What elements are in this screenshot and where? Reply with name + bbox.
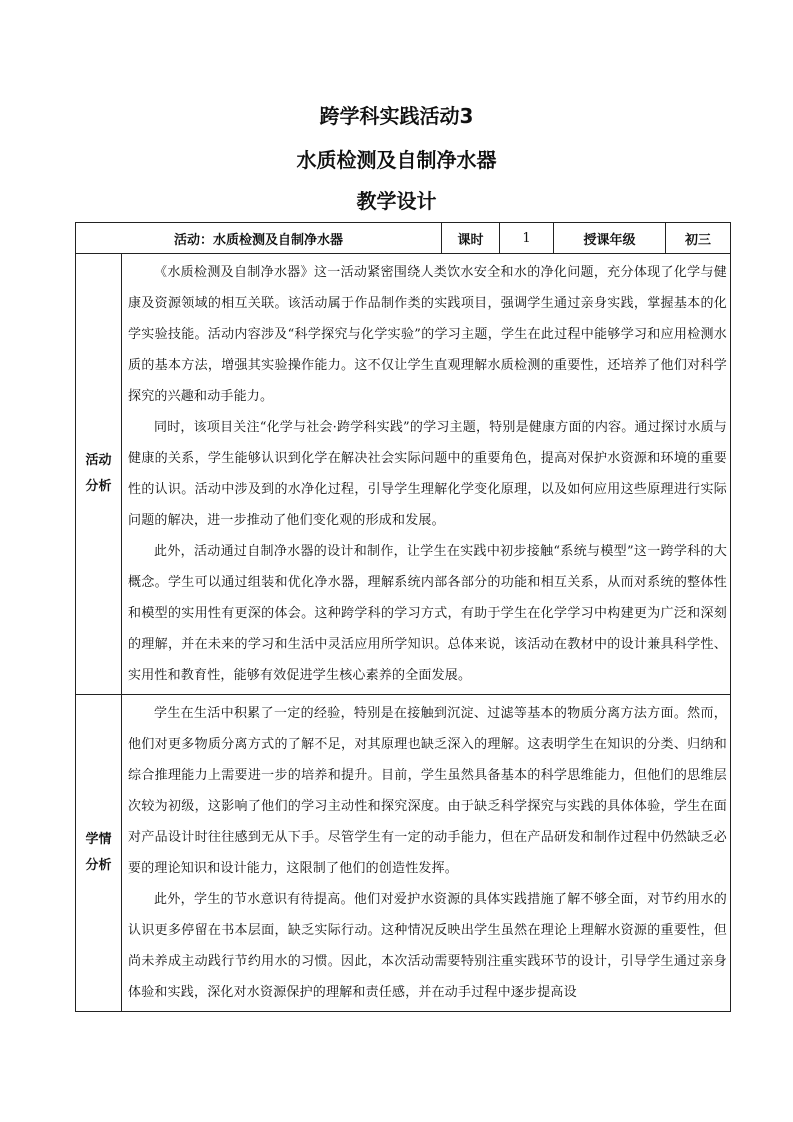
student-analysis-label bbox=[76, 695, 122, 1012]
document-title: 跨学科实践活动3 bbox=[319, 104, 474, 128]
paragraph: 此外，活动通过自制净水器的设计和制作，让学生在实践中初步接触“系统与模型”这一跨学科的大概念。学生可以通过组装和优化净水器，理解系统内部各部分的功能和相互关系，从而对系统的整体性和模型的实用性有更深的体会。这种跨学科的学习方式，有助于学生在化学学习中构建更为广泛和深刻的理解，并在未来的学习和生活中灵活应用所学知识。总体来说，该活动在教材中的设计兼具科学性、实用性和教育性，能够有效促进学生核心素养的全面发展。 bbox=[128, 544, 728, 683]
paragraph: 同时，该项目关注“化学与社会·跨学科实践”的学习主题，特别是健康方面的内容。通过探讨水质与健康的关系，学生能够认识到化学在解决社会实际问题中的重要角色，提高对保护水资源和环境的重要性的认识。活动中涉及到的水净化过程，引导学生理解化学变化原理，以及如何应用这些原理进行实际问题的解决，进一步推动了他们变化观的形成和发展。 bbox=[128, 420, 728, 528]
lesson-design-table bbox=[75, 222, 731, 1012]
document-heading: 教学设计 bbox=[356, 189, 437, 213]
paragraph: 学生在生活中积累了一定的经验，特别是在接触到沉淀、过滤等基本的物质分离方法方面。然而，他们对更多物质分离方式的了解不足，对其原理也缺乏深入的理解。这表明学生在知识的分类、归纳和综合推理能力上需要进一步的培养和提升。目前，学生虽然具备基本的科学思维能力，但他们的思维层次较为初级，这影响了他们的学习主动性和探究深度。由于缺乏科学探究与实践的具体体验，学生在面对产品设计时往往感到无从下手。尽管学生有一定的动手能力，但在产品研发和制作过程中仍然缺乏必要的理论知识和设计能力，这限制了他们的创造性发挥。 bbox=[128, 706, 728, 876]
header-row bbox=[76, 223, 731, 254]
paragraph: 此外，学生的节水意识有待提高。他们对爱护水资源的具体实践措施了解不够全面，对节约用水的认识更多停留在书本层面，缺乏实际行动。这种情况反映出学生虽然在理论上理解水资源的重要性，但尚未养成主动践行节约用水的习惯。因此，本次活动需要特别注重实践环节的设计，引导学生通过亲身体验和实践，深化对水资源保护的理解和责任感，并在动手过程中逐步提高设 bbox=[128, 892, 728, 1000]
activity-analysis-row bbox=[76, 254, 731, 695]
label-line: 学情 bbox=[85, 832, 112, 847]
grade-value-cell: 初三 bbox=[666, 223, 731, 254]
document-subtitle: 水质检测及自制净水器 bbox=[296, 148, 497, 172]
activity-name-cell: 活动：水质检测及自制净水器 bbox=[76, 223, 442, 254]
activity-analysis-content bbox=[122, 254, 731, 695]
student-analysis-row bbox=[76, 695, 731, 1012]
hours-value-cell: 1 bbox=[500, 223, 554, 254]
hours-label-cell: 课时 bbox=[442, 223, 500, 254]
activity-analysis-label bbox=[76, 254, 122, 695]
paragraph: 《水质检测及自制净水器》这一活动紧密围绕人类饮水安全和水的净化问题，充分体现了化学与健康及资源领域的相互关联。该活动属于作品制作类的实践项目，强调学生通过亲身实践，掌握基本的化学实验技能。活动内容涉及“科学探究与化学实验”的学习主题，学生在此过程中能够学习和应用检测水质的基本方法，增强其实验操作能力。这不仅让学生直观理解水质检测的重要性，还培养了他们对科学探究的兴趣和动手能力。 bbox=[128, 265, 728, 404]
label-line: 分析 bbox=[85, 479, 112, 494]
label-line: 分析 bbox=[85, 858, 112, 873]
student-analysis-content bbox=[122, 695, 731, 1012]
label-line: 活动 bbox=[85, 453, 112, 468]
grade-label-cell: 授课年级 bbox=[554, 223, 666, 254]
